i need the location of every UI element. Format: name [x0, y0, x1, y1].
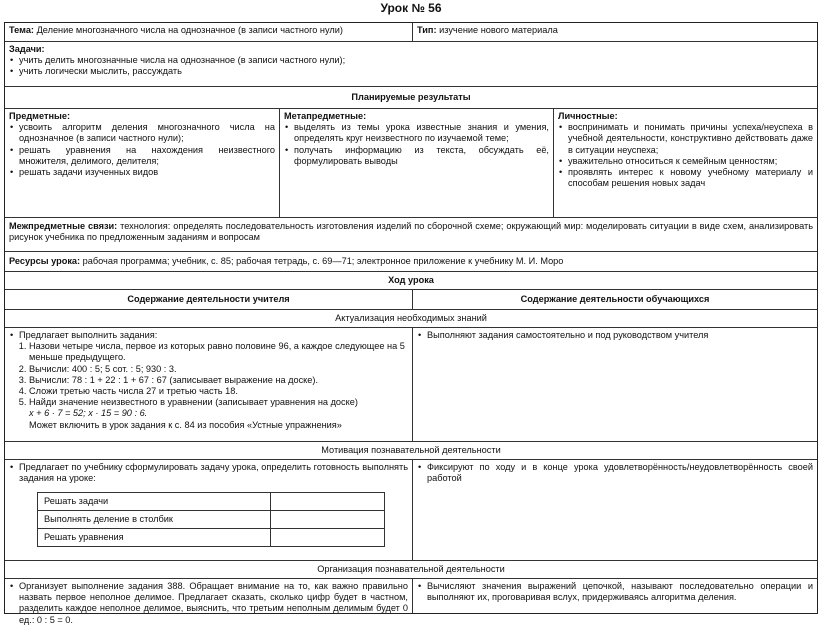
meta-results-item: • получать информацию из текста, обсуждать её, формулировать выводы	[284, 145, 549, 167]
actualization-equation: x + 6 · 7 = 52; x · 15 = 90 : 6.	[29, 408, 148, 419]
motivation-student-text: • Фиксируют по ходу и в конце урока удовлетворённость/неудовлетворённость своей работой	[417, 462, 813, 484]
planned-results-header-row	[5, 87, 817, 109]
readiness-mark-cell[interactable]	[271, 511, 385, 529]
planned-results-row	[5, 109, 817, 218]
meta-results-list	[284, 122, 549, 167]
actualization-student-cell	[412, 328, 817, 441]
table-row	[38, 511, 385, 529]
tasks-item: • учить логически мыслить, рассуждать	[9, 66, 813, 77]
interdisciplinary-text: технология: определять последовательность изготовления изделий по сборочной схеме; окружающий мир: моделировать ситуации в виде схем, анализировать рисунок учебника по предложенным заданиям и вопросам	[9, 221, 814, 243]
resources-text: рабочая программа; учебник, с. 85; рабочая тетрадь, с. 69—71; электронное приложение к учебнику М. И. Моро	[82, 256, 564, 266]
readiness-table	[37, 492, 385, 547]
actualization-row	[5, 328, 817, 442]
type-cell	[412, 23, 817, 41]
personal-results-item: • воспринимать и понимать причины успеха/неуспеха в учебной деятельности, конструктивно действовать даже в ситуации неуспеха;	[558, 122, 813, 156]
motivation-student-cell	[412, 460, 817, 560]
interdisciplinary-label: Межпредметные связи:	[9, 221, 118, 231]
personal-results-cell	[553, 109, 817, 217]
table-row	[38, 493, 385, 511]
subject-results-cell	[5, 109, 279, 217]
tasks-item: • учить делить многозначные числа на однозначное (в записи частного нули);	[9, 55, 813, 66]
readiness-skill: Выполнять деление в столбик	[38, 511, 271, 529]
resources-cell	[5, 252, 817, 271]
actualization-task: 3. Вычисли: 78 : 1 + 22 : 1 + 67 : 67 (записывает выражение на доске).	[29, 375, 408, 386]
organization-teacher-cell	[5, 579, 412, 625]
personal-results-item: • проявлять интерес к новому учебному материалу и способам решения новых задач	[558, 167, 813, 189]
interdisciplinary-cell	[5, 218, 817, 251]
subject-results-label: Предметные:	[9, 111, 71, 121]
actualization-header: Актуализация необходимых знаний	[335, 313, 487, 323]
motivation-teacher-text: • Предлагает по учебнику сформулировать задачу урока, определить готовность выполнять задания на уроке:	[9, 462, 408, 484]
organization-header-row	[5, 561, 817, 579]
subject-results-list	[9, 122, 275, 178]
subject-results-item: • усвоить алгоритм деления многозначного числа на однозначное (в записи частного нули);	[9, 122, 275, 144]
subject-results-item: • решать задачи изученных видов	[9, 167, 275, 178]
type-label: Тип:	[417, 25, 437, 35]
actualization-task: 5. Найди значение неизвестного в уравнении (записывает уравнения на доске)	[29, 397, 408, 408]
subject-results-item: • решать уравнения на нахождения неизвестного множителя, делимого, делителя;	[9, 145, 275, 167]
personal-results-list	[558, 122, 813, 189]
actualization-task-list	[9, 341, 408, 408]
personal-results-label: Личностные:	[558, 111, 618, 121]
topic-text: Деление многозначного числа на однозначное (в записи частного нули)	[36, 25, 343, 35]
planned-results-header: Планируемые результаты	[351, 92, 471, 102]
actualization-task: 4. Сложи третью часть числа 27 и третью часть 18.	[29, 386, 408, 397]
tasks-cell	[5, 42, 817, 86]
lesson-course-header: Ход урока	[388, 275, 434, 285]
resources-label: Ресурсы урока:	[9, 256, 81, 266]
interdisciplinary-row	[5, 218, 817, 252]
lesson-title: Урок № 56	[380, 1, 442, 15]
activity-columns-row	[5, 290, 817, 310]
meta-results-label: Метапредметные:	[284, 111, 367, 121]
actualization-student-text: • Выполняют задания самостоятельно и под руководством учителя	[417, 330, 813, 341]
personal-results-item: • уважительно относиться к семейным ценностям;	[558, 156, 813, 167]
topic-label: Тема:	[9, 25, 34, 35]
readiness-skill: Решать задачи	[38, 493, 271, 511]
tasks-row	[5, 42, 817, 87]
organization-teacher-text: • Организует выполнение задания 388. Обращает внимание на то, как важно правильно назвать первое неполное делимое. Предлагает сказать, сколько цифр будет в частном, разделить каждое неполное делимое, выяснить, что третьим неполным делимым будет 0 ед.: 0 : 5 = 0.	[9, 581, 408, 626]
actualization-task: 2. Вычисли: 400 : 5; 5 сот. : 5; 930 : 3.	[29, 364, 408, 375]
motivation-teacher-cell	[5, 460, 412, 560]
readiness-skill: Решать уравнения	[38, 529, 271, 547]
topic-row	[5, 23, 817, 42]
type-text: изучение нового материала	[439, 25, 558, 35]
resources-row	[5, 252, 817, 272]
organization-row	[5, 579, 817, 625]
actualization-header-row	[5, 310, 817, 328]
lesson-course-header-row	[5, 272, 817, 290]
actualization-note: Может включить в урок задания к с. 84 из пособия «Устные упражнения»	[29, 419, 342, 430]
tasks-label: Задачи:	[9, 44, 45, 54]
student-col-header: Содержание деятельности обучающихся	[412, 290, 817, 309]
readiness-mark-cell[interactable]	[271, 529, 385, 547]
organization-student-text: • Вычисляют значения выражений цепочкой, называют последовательно операции и выполняют их, проговаривая вслух, придерживаясь алгоритма деления.	[417, 581, 813, 603]
lesson-plan-table	[4, 22, 818, 625]
actualization-task: 1. Назови четыре числа, первое из которых равно половине 96, а каждое следующее на 5 меньше предыдущего.	[29, 341, 408, 363]
tasks-list	[9, 55, 813, 77]
readiness-mark-cell[interactable]	[271, 493, 385, 511]
meta-results-item: • выделять из темы урока известные знания и умения, определять круг неизвестного по изучаемой теме;	[284, 122, 549, 144]
meta-results-cell	[279, 109, 553, 217]
teacher-col-header: Содержание деятельности учителя	[127, 294, 290, 304]
organization-student-cell	[412, 579, 817, 613]
actualization-teacher-cell	[5, 328, 412, 441]
motivation-row	[5, 460, 817, 561]
organization-header: Организация познавательной деятельности	[317, 564, 505, 574]
topic-cell	[5, 23, 412, 41]
motivation-header-row	[5, 442, 817, 460]
motivation-header: Мотивация познавательной деятельности	[321, 445, 501, 455]
actualization-teacher-intro: • Предлагает выполнить задания:	[9, 330, 408, 341]
table-row	[38, 529, 385, 547]
